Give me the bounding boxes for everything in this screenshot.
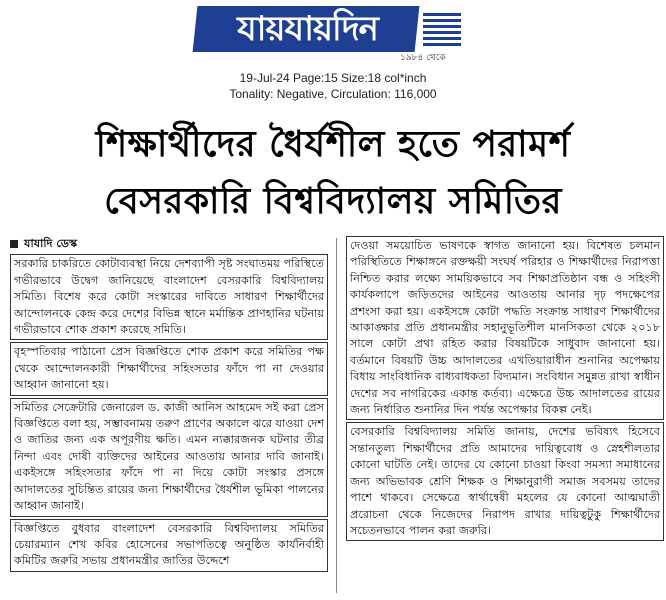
byline-text: যাযাদি ডেস্ক — [24, 237, 78, 250]
byline — [10, 236, 328, 252]
logo-stripes — [423, 12, 461, 46]
article-column-right — [346, 236, 664, 543]
masthead-logo — [195, 2, 463, 64]
paragraph-text: সমিতির সেক্রেটারি জেনারেল ড. কাজী আনিস আহমেদ সই করা প্রেস বিজ্ঞপ্তিতে বলা হয়, সম্ভাবনাময় তরুণ প্রাণের অকালে ঝরে যাওয়া দেশ ও জাতির জন্য এক অপূরণীয় ক্ষতি। এমন ন্যক্কারজনক ঘটনার তীব্র নিন্দা এবং দোষী ব্যক্তিদের আইনের আওতায় আনার দাবি জানাই। একইসঙ্গে সহিংসতার ফাঁদে পা না দিয়ে কোটা সংস্কার প্রসঙ্গে আদালতের সুচিন্তিত রায়ের জন্য শিক্ষার্থীদের ধৈর্যশীল ভূমিকা পালনের আহ্বান জানাই। — [14, 400, 324, 513]
paragraph-text: বৃহস্পতিবার পাঠানো প্রেস বিজ্ঞপ্তিতে শোক প্রকাশ করে সমিতির পক্ষ থেকে আন্দোলনকারী শিক্ষার্থীদের সহিংসতার ফাঁদে পা না দেওয়ার আহ্বান জানানো হয়। — [14, 345, 324, 392]
headline-line-2: বেসরকারি বিশ্ববিদ্যালয় সমিতির — [104, 181, 562, 222]
article-paragraph — [346, 422, 664, 541]
clipping-meta-tonality: Tonality: Negative, Circulation: 116,000 — [229, 87, 437, 101]
article-paragraph — [10, 342, 328, 395]
logo-text: যায়যায়দিন — [237, 9, 378, 49]
paragraph-text: বেসরকারি বিশ্ববিদ্যালয় সমিতি জানায়, দেশের ভবিষ্যৎ হিসেবে সন্তানতুল্য শিক্ষার্থীদের প্রতি আমাদের দায়িত্ববোধ ও স্নেহশীলতার কোনো ঘাটতি নেই। তাদের যে কোনো চাওয়া কিংবা সমস্যা সমাধানের জন্য অভিভাবক শ্রেণি শিক্ষক ও শিক্ষানুরাগী সমাজ সবসময় তাদের পাশে থাকবে। সেক্ষেত্রে স্বার্থান্বেষী মহলের যে কোনো আত্মঘাতী প্ররোচনা থেকে নিজেদের নিরাপদ রাখার দায়িত্বটুকু শিক্ষার্থীদের সচেতনভাবে পালন করা জরুরি। — [350, 425, 660, 537]
paragraph-text: বিজ্ঞপ্তিতে বুধবার বাংলাদেশ বেসরকারি বিশ্ববিদ্যালয় সমিতির চেয়ারম্যান শেখ কবির হোসেনের সভাপতিত্বে অনুষ্ঠিত কার্যনির্বাহী কমিটির জরুরি সভায় প্রধানমন্ত্রীর জাতির উদ্দেশে — [14, 521, 324, 568]
column-divider — [336, 238, 337, 593]
byline-bullet-icon — [10, 240, 18, 248]
logo-tagline: ১৯৮৪ থেকে — [400, 53, 446, 63]
paragraph-text: দেওয়া সময়োচিত ভাষণকে স্বাগত জানানো হয়। বিশেষত চলমান পরিস্থিতিতে শিক্ষাঙ্গনে রক্তক্ষয়ী সংঘর্ষ পরিহার ও শিক্ষার্থীদের নিরাপত্তা নিশ্চিত করার লক্ষ্যে সাময়িকভাবে সব শিক্ষাপ্রতিষ্ঠান বন্ধ ও সহিংসী কার্যকলাপে জড়িতদের আইনের আওতায় আনার দৃঢ় পদক্ষেপের প্রশংসা করা হয়। একইসঙ্গে কোটা পদ্ধতি সংক্রান্ত সাধারণ শিক্ষার্থীদের আকাঙ্ক্ষার প্রতি প্রধানমন্ত্রীর সহানুভূতিশীল মানসিকতা থেকে ২০১৮ সালে কোটা প্রথা রহিত করার বিষয়টিকে সাধুবাদ জানানো হয়। বর্তমানে বিষয়টি উচ্চ আদালতের এখতিয়ারাধীন শুনানির অপেক্ষায় বিধায় সাংবিধানিক বাধ্যবাধকতা বিদ্যমান। সংবিধান সমুন্নত রাখা স্বাধীন দেশের সব নাগরিকের একান্ত কর্তব্য। এক্ষেত্রে উচ্চ আদালতের রায়ের জন্য নির্ধারিত শুনানির দিন পর্যন্ত অপেক্ষার বিকল্প নেই। — [350, 239, 660, 417]
article-paragraph — [10, 398, 328, 517]
clipping-meta-page-size: 19-Jul-24 Page:15 Size:18 col*inch — [239, 71, 427, 85]
article-paragraph — [346, 236, 664, 420]
article-paragraph — [10, 519, 328, 572]
headline-line-1: শিক্ষার্থীদের ধৈর্যশীল হতে পরামর্শ — [95, 124, 571, 165]
paragraph-text: সরকারি চাকরিতে কোটাব্যবস্থা নিয়ে দেশব্যাপী সৃষ্ট সংঘাতময় পরিস্থিতে গভীরভাবে উদ্বেগ জানিয়েছে বাংলাদেশ বেসরকারি বিশ্ববিদ্যালয় সমিতি। বিশেষ করে কোটা সংস্কারের দাবিতে সাধারণ শিক্ষার্থীদের আন্দোলনকে কেন্দ্র করে দেশের বিভিন্ন স্থানে মর্মান্তিক প্রাণহানির ঘটনায় গভীরভাবে শোক প্রকাশ করেছে সমিতি। — [14, 257, 324, 337]
article-paragraph — [10, 254, 328, 340]
article-column-left — [10, 236, 328, 574]
